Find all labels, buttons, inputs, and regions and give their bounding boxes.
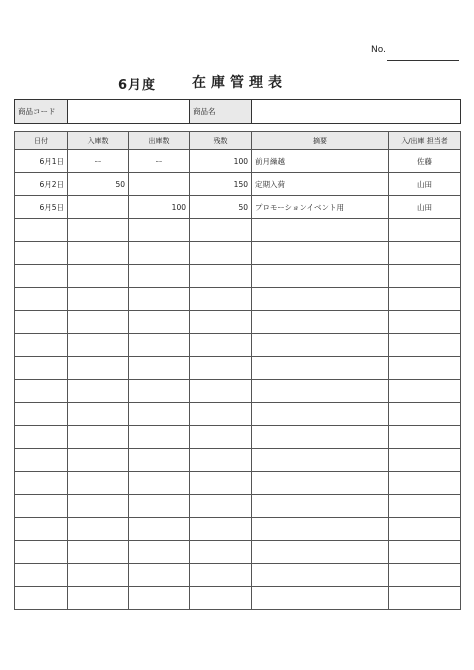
date-cell[interactable]: 6月2日 — [15, 173, 68, 196]
balance-cell[interactable] — [190, 472, 252, 495]
balance-cell[interactable]: 150 — [190, 173, 252, 196]
balance-cell[interactable] — [190, 518, 252, 541]
table-row-blank — [15, 518, 461, 541]
table-row-blank — [15, 357, 461, 380]
balance-cell[interactable] — [190, 541, 252, 564]
date-cell[interactable] — [15, 587, 68, 610]
balance-cell[interactable]: 100 — [190, 150, 252, 173]
date-cell[interactable] — [15, 426, 68, 449]
product-code-label: 商品コード — [15, 100, 68, 124]
description-cell[interactable] — [252, 472, 389, 495]
stock-in-cell[interactable] — [68, 334, 129, 357]
balance-cell[interactable] — [190, 495, 252, 518]
description-cell[interactable] — [252, 219, 389, 242]
stock-in-cell[interactable] — [68, 495, 129, 518]
staff-cell[interactable] — [389, 288, 461, 311]
staff-cell[interactable] — [389, 564, 461, 587]
stock-out-cell[interactable] — [129, 242, 190, 265]
description-cell[interactable]: プロモーションイベント用 — [252, 196, 389, 219]
inventory-table — [14, 131, 461, 610]
table-row — [15, 150, 461, 173]
header-balance: 残数 — [190, 132, 252, 150]
table-row-blank — [15, 472, 461, 495]
staff-cell[interactable] — [389, 472, 461, 495]
balance-cell[interactable] — [190, 426, 252, 449]
stock-out-cell[interactable] — [129, 288, 190, 311]
description-cell[interactable] — [252, 541, 389, 564]
balance-cell[interactable] — [190, 242, 252, 265]
stock-in-cell[interactable]: ー — [68, 150, 129, 173]
staff-cell[interactable] — [389, 426, 461, 449]
date-cell[interactable] — [15, 380, 68, 403]
balance-cell[interactable] — [190, 288, 252, 311]
table-row-blank — [15, 242, 461, 265]
stock-in-cell[interactable]: 50 — [68, 173, 129, 196]
stock-out-cell[interactable] — [129, 449, 190, 472]
stock-in-cell[interactable] — [68, 219, 129, 242]
stock-out-cell[interactable] — [129, 564, 190, 587]
staff-cell[interactable] — [389, 587, 461, 610]
description-cell[interactable] — [252, 587, 389, 610]
header-staff: 入/出庫 担当者 — [389, 132, 461, 150]
description-cell[interactable]: 定期入荷 — [252, 173, 389, 196]
stock-in-cell[interactable] — [68, 472, 129, 495]
balance-cell[interactable] — [190, 311, 252, 334]
product-code-field[interactable] — [68, 100, 190, 124]
stock-out-cell[interactable] — [129, 472, 190, 495]
description-cell[interactable] — [252, 311, 389, 334]
stock-in-cell[interactable] — [68, 449, 129, 472]
stock-out-cell[interactable] — [129, 265, 190, 288]
stock-in-cell[interactable] — [68, 518, 129, 541]
table-row-blank — [15, 541, 461, 564]
stock-in-cell[interactable] — [68, 403, 129, 426]
stock-out-cell[interactable] — [129, 587, 190, 610]
stock-out-cell[interactable]: 100 — [129, 196, 190, 219]
date-cell[interactable]: 6月1日 — [15, 150, 68, 173]
product-name-field[interactable] — [252, 100, 461, 124]
description-cell[interactable] — [252, 426, 389, 449]
date-cell[interactable] — [15, 403, 68, 426]
staff-cell[interactable] — [389, 334, 461, 357]
balance-cell[interactable] — [190, 357, 252, 380]
table-row — [15, 173, 461, 196]
balance-cell[interactable] — [190, 265, 252, 288]
stock-out-cell[interactable] — [129, 403, 190, 426]
table-row-blank — [15, 564, 461, 587]
table-row-blank — [15, 495, 461, 518]
stock-in-cell[interactable] — [68, 587, 129, 610]
description-cell[interactable] — [252, 564, 389, 587]
table-row-blank — [15, 334, 461, 357]
table-row-blank — [15, 426, 461, 449]
staff-cell[interactable] — [389, 518, 461, 541]
date-cell[interactable] — [15, 357, 68, 380]
date-cell[interactable]: 6月5日 — [15, 196, 68, 219]
table-row-blank — [15, 219, 461, 242]
stock-in-cell[interactable] — [68, 265, 129, 288]
date-cell[interactable] — [15, 564, 68, 587]
stock-in-cell[interactable] — [68, 196, 129, 219]
table-row-blank — [15, 265, 461, 288]
table-row-blank — [15, 449, 461, 472]
stock-in-cell[interactable] — [68, 380, 129, 403]
staff-cell[interactable] — [389, 403, 461, 426]
staff-cell[interactable]: 山田 — [389, 173, 461, 196]
header-date: 日付 — [15, 132, 68, 150]
header-stock-out: 出庫数 — [129, 132, 190, 150]
page-title: 在庫管理表 — [192, 75, 287, 91]
stock-in-cell[interactable] — [68, 288, 129, 311]
balance-cell[interactable] — [190, 334, 252, 357]
staff-cell[interactable] — [389, 357, 461, 380]
staff-cell[interactable] — [389, 219, 461, 242]
stock-out-cell[interactable] — [129, 334, 190, 357]
staff-cell[interactable]: 山田 — [389, 196, 461, 219]
title-month: 6月度 — [118, 78, 157, 93]
stock-in-cell[interactable] — [68, 564, 129, 587]
product-info-table — [14, 99, 461, 124]
stock-out-cell[interactable] — [129, 380, 190, 403]
description-cell[interactable] — [252, 449, 389, 472]
product-name-label: 商品名 — [190, 100, 252, 124]
description-cell[interactable] — [252, 288, 389, 311]
date-cell[interactable] — [15, 334, 68, 357]
stock-out-cell[interactable] — [129, 426, 190, 449]
table-row-blank — [15, 587, 461, 610]
description-cell[interactable] — [252, 242, 389, 265]
date-cell[interactable] — [15, 311, 68, 334]
date-cell[interactable] — [15, 288, 68, 311]
balance-cell[interactable] — [190, 403, 252, 426]
table-header-row — [15, 132, 461, 150]
stock-out-cell[interactable] — [129, 311, 190, 334]
date-cell[interactable] — [15, 449, 68, 472]
stock-out-cell[interactable] — [129, 518, 190, 541]
staff-cell[interactable] — [389, 380, 461, 403]
stock-out-cell[interactable] — [129, 541, 190, 564]
header-stock-in: 入庫数 — [68, 132, 129, 150]
staff-cell[interactable]: 佐藤 — [389, 150, 461, 173]
date-cell[interactable] — [15, 518, 68, 541]
stock-out-cell[interactable] — [129, 495, 190, 518]
date-cell[interactable] — [15, 495, 68, 518]
date-cell[interactable] — [15, 265, 68, 288]
stock-in-cell[interactable] — [68, 357, 129, 380]
balance-cell[interactable] — [190, 219, 252, 242]
date-cell[interactable] — [15, 472, 68, 495]
date-cell[interactable] — [15, 242, 68, 265]
document-number-line — [387, 60, 459, 61]
description-cell[interactable] — [252, 357, 389, 380]
description-cell[interactable] — [252, 495, 389, 518]
balance-cell[interactable] — [190, 380, 252, 403]
staff-cell[interactable] — [389, 265, 461, 288]
staff-cell[interactable] — [389, 311, 461, 334]
table-row-blank — [15, 311, 461, 334]
stock-in-cell[interactable] — [68, 426, 129, 449]
description-cell[interactable] — [252, 265, 389, 288]
balance-cell[interactable]: 50 — [190, 196, 252, 219]
description-cell[interactable] — [252, 403, 389, 426]
description-cell[interactable]: 前月繰越 — [252, 150, 389, 173]
date-cell[interactable] — [15, 219, 68, 242]
description-cell[interactable] — [252, 380, 389, 403]
table-row-blank — [15, 403, 461, 426]
stock-in-cell[interactable] — [68, 541, 129, 564]
header-description: 摘要 — [252, 132, 389, 150]
stock-in-cell[interactable] — [68, 311, 129, 334]
table-row-blank — [15, 288, 461, 311]
stock-out-cell[interactable]: ー — [129, 150, 190, 173]
staff-cell[interactable] — [389, 541, 461, 564]
document-number-label: No. — [371, 45, 386, 55]
balance-cell[interactable] — [190, 564, 252, 587]
stock-out-cell[interactable] — [129, 357, 190, 380]
stock-out-cell[interactable] — [129, 173, 190, 196]
staff-cell[interactable] — [389, 495, 461, 518]
staff-cell[interactable] — [389, 449, 461, 472]
staff-cell[interactable] — [389, 242, 461, 265]
description-cell[interactable] — [252, 334, 389, 357]
balance-cell[interactable] — [190, 587, 252, 610]
date-cell[interactable] — [15, 541, 68, 564]
description-cell[interactable] — [252, 518, 389, 541]
table-row — [15, 196, 461, 219]
balance-cell[interactable] — [190, 449, 252, 472]
stock-in-cell[interactable] — [68, 242, 129, 265]
table-row-blank — [15, 380, 461, 403]
stock-out-cell[interactable] — [129, 219, 190, 242]
